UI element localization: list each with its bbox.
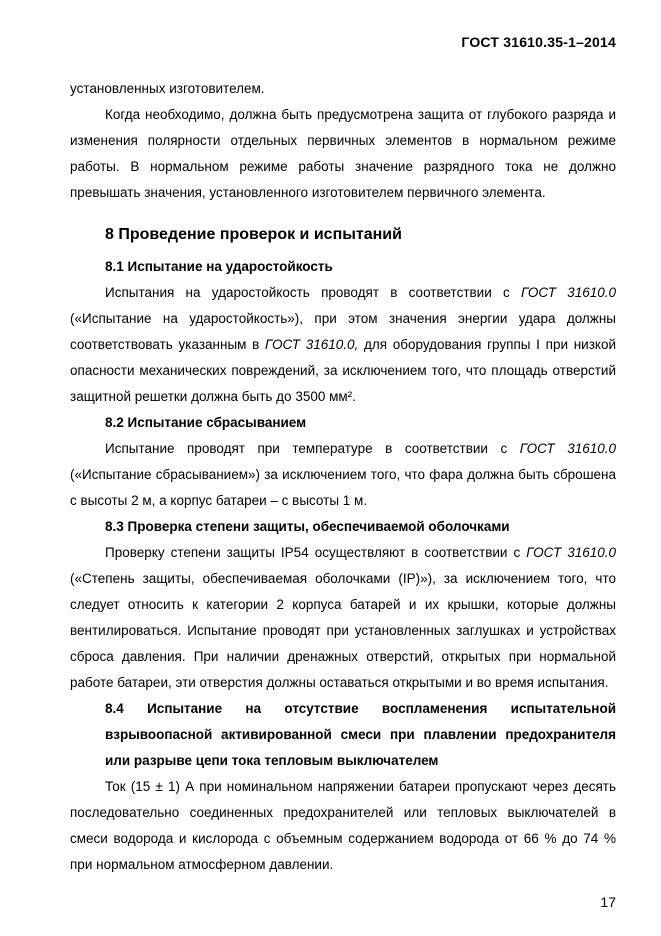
body-text: Испытание проводят при температуре в соответствии с [105,441,520,456]
subsection-heading-8-2: 8.2 Испытание сбрасыванием [105,415,307,430]
body-text: («Испытание сбрасыванием») за исключением того, что фара должна быть сброшена с высоты 2 м, а корпус батареи – с высоты 1 м. [70,467,616,508]
subsection-heading-8-3: 8.3 Проверка степени защиты, обеспечиваемой оболочками [105,519,510,534]
body-text: Проверку степени защиты IP54 осуществляют в соответствии с [105,545,527,560]
body-text: Испытания на ударостойкость проводят в соответствии с [105,285,521,300]
page-number: 17 [600,894,616,910]
document-body [70,76,616,878]
paragraph-continuation: установленных изготовителем. [70,81,265,96]
paragraph [70,280,616,410]
paragraph: Ток (15 ± 1) А при номинальном напряжении батареи пропускают через десять последовательно соединенных предохранителей или тепловых выключателей в смеси водорода и кислорода с объемным содержанием водорода от 66 % до 74 % при нормальном атмосферном давлении. [70,779,616,872]
section-heading: 8 Проведение проверок и испытаний [105,226,402,243]
body-text: («Степень защиты, обеспечиваемая оболочками (IP)»), за исключением того, что следует относить к категории 2 корпуса батарей и их крышки, которые должны вентилироваться. Испытание проводят при установленных заглушках и устройствах сброса давления. При наличии дренажных отверстий, открытых при нормальной работе батареи, эти отверстия должны оставаться открытыми и во время испытания. [70,571,616,690]
body-text: для оборудования группы I при низкой опасности механических повреждений, за исключением того, что площадь отверстий защитной решетки должна быть до 3500 мм². [70,337,617,404]
subsection-heading-8-1: 8.1 Испытание на ударостойкость [105,259,333,274]
paragraph [70,540,616,696]
document-header [70,34,616,50]
doc-number: ГОСТ 31610.35-1–2014 [461,34,616,50]
reference-text: ГОСТ 31610.0 [526,545,617,560]
paragraph: Когда необходимо, должна быть предусмотрена защита от глубокого разряда и изменения полярности отдельных первичных элементов в нормальном режиме работы. В нормальном режиме работы значение разрядного тока не должно превышать значения, установленного изготовителем первичного элемента. [70,107,616,200]
subsection-heading-8-4: 8.4 Испытание на отсутствие воспламенения испытательной взрывоопасной активированной смеси при плавлении предохранителя или разрыве цепи тока тепловым выключателем [105,701,616,768]
body-text: («Испытание на ударостойкость»), при этом значения энергии удара должны соответствовать указанным в [70,311,616,352]
reference-text: ГОСТ 31610.0, [265,337,359,352]
reference-text: ГОСТ 31610.0 [519,441,616,456]
paragraph [70,436,616,514]
reference-text: ГОСТ 31610.0 [521,285,616,300]
